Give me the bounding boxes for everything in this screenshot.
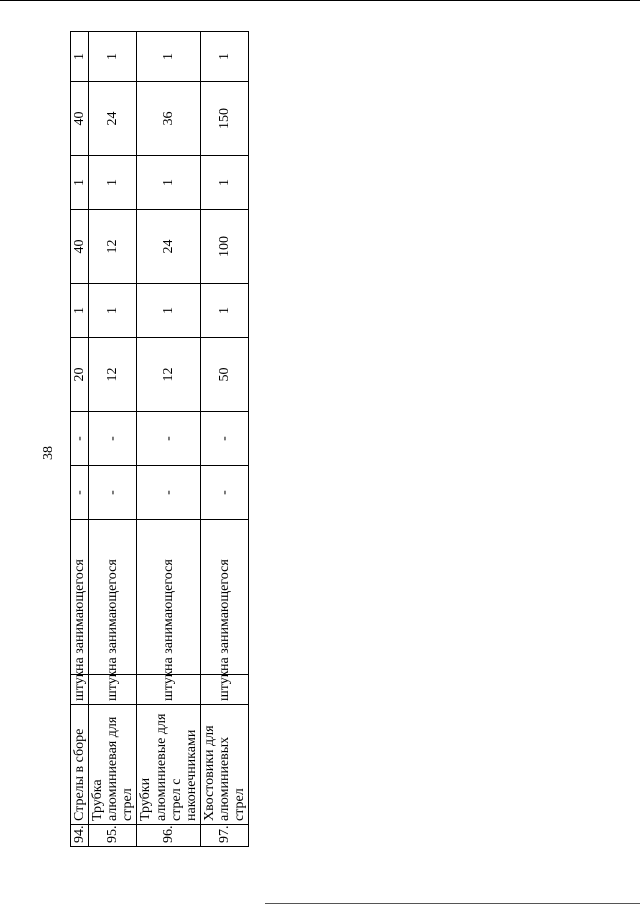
cell-value: 100 [200, 210, 248, 284]
cell-value: 40 [71, 210, 89, 284]
unit: штук [71, 675, 89, 705]
cell-value: 1 [89, 156, 137, 210]
cell-value: 1 [89, 32, 137, 82]
cell-value: 1 [137, 32, 200, 82]
cell-value: 50 [200, 338, 248, 412]
cell-value: - [71, 466, 89, 520]
row-number: 96. [137, 825, 200, 847]
cell-value: 1 [200, 284, 248, 338]
cell-value: 24 [137, 210, 200, 284]
cell-value: 12 [89, 338, 137, 412]
cell-value: 1 [200, 156, 248, 210]
unit: штук [89, 675, 137, 705]
page-number: 38 [41, 446, 56, 460]
cell-value: - [89, 412, 137, 466]
item-name: Стрелы в сборе [71, 705, 89, 825]
table-row [71, 32, 89, 847]
cell-value: 20 [71, 338, 89, 412]
cell-value: 1 [71, 32, 89, 82]
cell-value: - [71, 412, 89, 466]
row-number: 97. [200, 825, 248, 847]
cell-value: 1 [71, 284, 89, 338]
calc-basis: на занимающегося [200, 520, 248, 675]
table-row [200, 32, 248, 847]
cell-value: 12 [89, 210, 137, 284]
row-number: 95. [89, 825, 137, 847]
cell-value: - [137, 466, 200, 520]
cell-value: 1 [137, 156, 200, 210]
scan-edge-top [0, 0, 640, 1]
calc-basis: на занимающегося [89, 520, 137, 675]
item-name: Хвостовики для алюминиевых стрел [200, 705, 248, 825]
cell-value: - [200, 466, 248, 520]
equipment-table-container [70, 32, 248, 847]
cell-value: 1 [200, 32, 248, 82]
cell-value: - [200, 412, 248, 466]
item-name: Трубки алюминиевые для стрел с наконечниками [137, 705, 200, 825]
row-number: 94. [71, 825, 89, 847]
cell-value: - [137, 412, 200, 466]
cell-value: 24 [89, 82, 137, 156]
unit: штук [137, 675, 200, 705]
unit: штук [200, 675, 248, 705]
calc-basis: на занимающегося [71, 520, 89, 675]
cell-value: 12 [137, 338, 200, 412]
equipment-table [70, 31, 249, 847]
table-row [89, 32, 137, 847]
calc-basis: на занимающегося [137, 520, 200, 675]
cell-value: 150 [200, 82, 248, 156]
cell-value: 1 [71, 156, 89, 210]
cell-value: - [89, 466, 137, 520]
cell-value: 40 [71, 82, 89, 156]
cell-value: 36 [137, 82, 200, 156]
scan-edge-bottom [265, 903, 640, 904]
cell-value: 1 [137, 284, 200, 338]
cell-value: 1 [89, 284, 137, 338]
item-name: Трубка алюминиевая для стрел [89, 705, 137, 825]
table-row [137, 32, 200, 847]
